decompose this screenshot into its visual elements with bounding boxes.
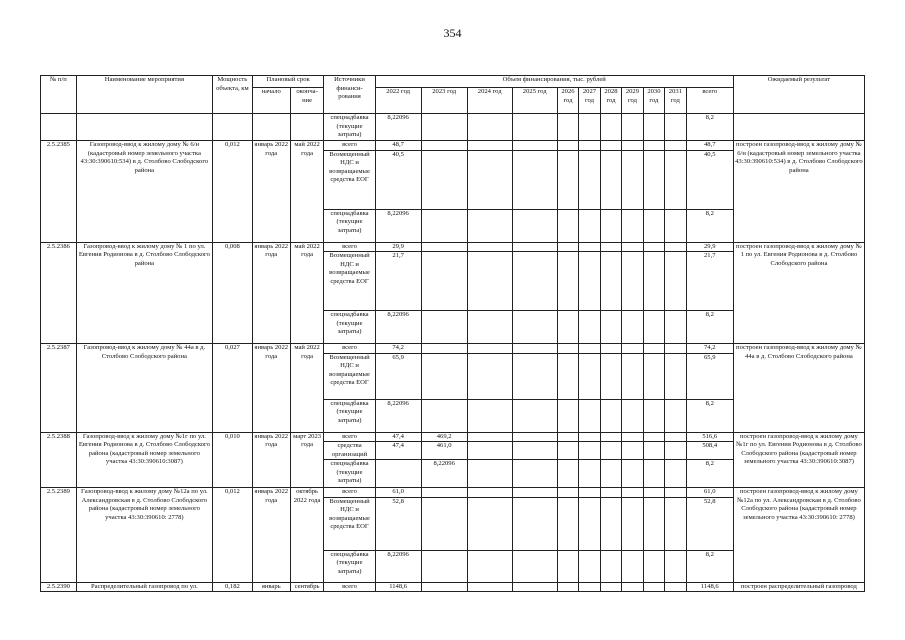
cell-y2025 [512, 353, 557, 399]
cell-y2025 [512, 344, 557, 354]
cell-y2026 [557, 399, 578, 432]
cell-y2022: 8,22096 [375, 311, 421, 344]
cell-y2029 [622, 460, 643, 488]
cell-result: построен газопровод-ввод к жилому дому № 6/н (кадастровый номер земельного участка 43:30:390610:534) в д. Столбово Слободского района [733, 141, 864, 243]
cell-y2028 [600, 150, 621, 209]
cell-y2031 [665, 432, 686, 442]
cell-name: Газопровод-ввод к жилому дому №1г по ул. Евгения Родионова в д. Столбово Слободского района (кадастровый номер земельного участка 43:30:390610:3087) [76, 432, 212, 488]
cell-y2022: 61,0 [375, 488, 421, 498]
cell-source: спецнадбавка (текущие затраты) [324, 399, 375, 432]
header-year-2028: 2028 год [600, 88, 621, 114]
cell-y2028 [600, 550, 621, 582]
cell-source: Возмещенный НДС и возвращаемые средства ЕОГ [324, 497, 375, 550]
cell-y2026 [557, 353, 578, 399]
cell-source: Возмещенный НДС и возвращаемые средства ЕОГ [324, 353, 375, 399]
cell-y2022: 8,22096 [375, 209, 421, 242]
cell-y2027 [579, 141, 600, 151]
cell-y2023 [421, 582, 467, 592]
cell-y2025 [512, 442, 557, 460]
cell-capacity: 0,012 [212, 141, 252, 243]
cell-source: Возмещенный НДС и возвращаемые средства ЕОГ [324, 252, 375, 311]
cell-y2030 [643, 242, 664, 252]
table-row [41, 432, 865, 442]
cell-total: 8,2 [686, 550, 733, 582]
cell-y2027 [579, 311, 600, 344]
cell-y2031 [665, 497, 686, 550]
cell-y2031 [665, 582, 686, 592]
header-year-2022: 2022 год [375, 88, 421, 114]
cell-y2031 [665, 141, 686, 151]
header-year-2025: 2025 год [512, 88, 557, 114]
cell-total: 516,6 [686, 432, 733, 442]
cell-y2028 [600, 442, 621, 460]
cell-y2026 [557, 114, 578, 141]
cell-y2025 [512, 242, 557, 252]
cell-y2025 [512, 550, 557, 582]
cell-y2024 [467, 550, 512, 582]
cell-y2023 [421, 488, 467, 498]
cell-total: 8,2 [686, 399, 733, 432]
cell-y2031 [665, 550, 686, 582]
cell-y2029 [622, 209, 643, 242]
cell-y2022: 40,5 [375, 150, 421, 209]
cell-y2022: 8,22096 [375, 399, 421, 432]
cell-y2029 [622, 252, 643, 311]
cell-total: 65,9 [686, 353, 733, 399]
cell-y2023 [421, 399, 467, 432]
cell-total: 21,7 [686, 252, 733, 311]
cell-y2022: 29,9 [375, 242, 421, 252]
cell-y2026 [557, 442, 578, 460]
cell-end: май 2022 года [290, 344, 324, 433]
cell-y2025 [512, 311, 557, 344]
cell-y2026 [557, 488, 578, 498]
cell-y2027 [579, 497, 600, 550]
cell-total: 29,9 [686, 242, 733, 252]
cell-y2023 [421, 114, 467, 141]
cell-num: 2.5.2388 [41, 432, 77, 488]
cell-y2024 [467, 311, 512, 344]
cell-y2027 [579, 460, 600, 488]
cell-y2025 [512, 460, 557, 488]
cell-capacity: 0,182 [212, 582, 252, 592]
cell-y2022: 8,22096 [375, 550, 421, 582]
cell-y2024 [467, 114, 512, 141]
table-row [41, 114, 865, 141]
cell-y2030 [643, 252, 664, 311]
cell-total: 74,2 [686, 344, 733, 354]
cell-y2030 [643, 460, 664, 488]
cell-y2030 [643, 311, 664, 344]
cell-y2028 [600, 242, 621, 252]
cell-start [252, 114, 290, 141]
cell-y2026 [557, 311, 578, 344]
cell-y2027 [579, 550, 600, 582]
cell-name: Газопровод-ввод к жилому дому № 6/н (кадастровый номер земельного участка 43:30:390610:534) в д. Столбово Слободского района [76, 141, 212, 243]
cell-source: всего [324, 582, 375, 592]
cell-name: Газопровод-ввод к жилому дому № 44а в д. Столбово Слободского района [76, 344, 212, 433]
cell-y2027 [579, 582, 600, 592]
cell-y2027 [579, 353, 600, 399]
cell-y2022: 1148,6 [375, 582, 421, 592]
cell-start: январь [252, 582, 290, 592]
cell-y2029 [622, 353, 643, 399]
cell-y2026 [557, 141, 578, 151]
cell-y2026 [557, 252, 578, 311]
cell-y2031 [665, 114, 686, 141]
cell-result: построен газопровод-ввод к жилому дому №12а по ул. Александровская в д. Столбово Слободского района (кадастровый номер земельного участка 43:30:390610: 2778) [733, 488, 864, 583]
cell-y2029 [622, 432, 643, 442]
cell-y2030 [643, 488, 664, 498]
cell-start: январь 2022 года [252, 344, 290, 433]
cell-y2022: 47,4 [375, 432, 421, 442]
cell-y2030 [643, 442, 664, 460]
cell-y2025 [512, 114, 557, 141]
cell-y2028 [600, 488, 621, 498]
cell-total: 8,2 [686, 460, 733, 488]
cell-y2031 [665, 311, 686, 344]
cell-source: всего [324, 488, 375, 498]
cell-y2023 [421, 311, 467, 344]
cell-y2029 [622, 150, 643, 209]
cell-y2024 [467, 252, 512, 311]
header-capacity: Мощность объекта, км [212, 76, 252, 114]
header-name: Наименование мероприятия [76, 76, 212, 114]
cell-y2030 [643, 582, 664, 592]
header-start: начало [252, 88, 290, 114]
cell-y2023 [421, 242, 467, 252]
cell-y2026 [557, 432, 578, 442]
cell-y2026 [557, 209, 578, 242]
cell-y2029 [622, 114, 643, 141]
cell-result [733, 114, 864, 141]
cell-y2030 [643, 399, 664, 432]
cell-capacity: 0,012 [212, 488, 252, 583]
cell-y2026 [557, 582, 578, 592]
cell-num: 2.5.2390 [41, 582, 77, 592]
cell-y2030 [643, 353, 664, 399]
cell-y2028 [600, 209, 621, 242]
cell-result: построен газопровод-ввод к жилому дому №1г по ул. Евгения Родионова в д. Столбово Слободского района (кадастровый номер земельного участка 43:30:390610:3087) [733, 432, 864, 488]
cell-y2031 [665, 344, 686, 354]
table-header [41, 76, 865, 114]
cell-y2026 [557, 550, 578, 582]
cell-y2024 [467, 582, 512, 592]
cell-num [41, 114, 77, 141]
cell-name: Распределительный газопровод по ул. [76, 582, 212, 592]
cell-y2031 [665, 460, 686, 488]
cell-y2025 [512, 141, 557, 151]
cell-y2030 [643, 550, 664, 582]
cell-start: январь 2022 года [252, 242, 290, 344]
cell-y2028 [600, 141, 621, 151]
cell-y2023 [421, 497, 467, 550]
cell-y2028 [600, 460, 621, 488]
cell-name [76, 114, 212, 141]
cell-y2027 [579, 114, 600, 141]
cell-y2023 [421, 353, 467, 399]
table-row [41, 582, 865, 592]
cell-y2025 [512, 209, 557, 242]
cell-source: всего [324, 432, 375, 442]
cell-start: январь 2022 года [252, 141, 290, 243]
cell-y2023 [421, 150, 467, 209]
cell-y2024 [467, 488, 512, 498]
cell-y2027 [579, 399, 600, 432]
cell-y2029 [622, 582, 643, 592]
cell-y2024 [467, 353, 512, 399]
cell-y2022: 74,2 [375, 344, 421, 354]
cell-y2031 [665, 353, 686, 399]
cell-y2027 [579, 242, 600, 252]
cell-total: 508,4 [686, 442, 733, 460]
cell-total: 8,2 [686, 209, 733, 242]
cell-y2027 [579, 252, 600, 311]
cell-y2030 [643, 150, 664, 209]
cell-total: 8,2 [686, 311, 733, 344]
cell-y2027 [579, 209, 600, 242]
cell-y2028 [600, 114, 621, 141]
cell-y2031 [665, 209, 686, 242]
cell-capacity: 0,027 [212, 344, 252, 433]
cell-y2029 [622, 399, 643, 432]
cell-result: построен газопровод-ввод к жилому дому № 44а в д. Столбово Слободского района [733, 344, 864, 433]
cell-y2028 [600, 311, 621, 344]
header-source: Источники финанси- рования [324, 76, 375, 114]
header-year-2027: 2027 год [579, 88, 600, 114]
cell-y2029 [622, 550, 643, 582]
cell-y2025 [512, 488, 557, 498]
cell-result: построен распределительный газопровод [733, 582, 864, 592]
cell-total: 61,0 [686, 488, 733, 498]
cell-y2025 [512, 252, 557, 311]
cell-y2024 [467, 141, 512, 151]
cell-y2031 [665, 242, 686, 252]
cell-source: спецнадбавка (текущие затраты) [324, 209, 375, 242]
cell-num: 2.5.2386 [41, 242, 77, 344]
cell-y2023: 469,2 [421, 432, 467, 442]
cell-y2029 [622, 488, 643, 498]
header-year-2024: 2024 год [467, 88, 512, 114]
cell-source: всего [324, 242, 375, 252]
cell-y2029 [622, 141, 643, 151]
cell-y2025 [512, 497, 557, 550]
cell-capacity: 0,010 [212, 432, 252, 488]
header-year-2029: 2029 год [622, 88, 643, 114]
cell-total: 52,8 [686, 497, 733, 550]
table-row [41, 242, 865, 252]
cell-y2026 [557, 460, 578, 488]
table-row [41, 141, 865, 151]
cell-y2024 [467, 460, 512, 488]
header-num: № п/п [41, 76, 77, 114]
cell-y2027 [579, 442, 600, 460]
cell-y2022: 48,7 [375, 141, 421, 151]
cell-y2023: 8,22096 [421, 460, 467, 488]
cell-y2031 [665, 488, 686, 498]
cell-name: Газопровод-ввод к жилому дому №12а по ул. Александровская в д. Столбово Слободского района (кадастровый номер земельного участка 43:30:390610: 2778) [76, 488, 212, 583]
cell-y2028 [600, 399, 621, 432]
cell-y2027 [579, 432, 600, 442]
cell-y2028 [600, 353, 621, 399]
cell-y2023 [421, 550, 467, 582]
header-term: Плановый срок [252, 76, 324, 88]
cell-y2024 [467, 150, 512, 209]
header-year-2031: 2031 год [665, 88, 686, 114]
cell-y2028 [600, 432, 621, 442]
cell-y2030 [643, 432, 664, 442]
cell-start: январь 2022 года [252, 488, 290, 583]
cell-y2024 [467, 497, 512, 550]
cell-y2024 [467, 344, 512, 354]
cell-y2023 [421, 252, 467, 311]
header-end: оконча- ние [290, 88, 324, 114]
cell-total: 40,5 [686, 150, 733, 209]
cell-y2028 [600, 252, 621, 311]
cell-source: всего [324, 344, 375, 354]
cell-y2026 [557, 344, 578, 354]
header-result: Ожидаемый результат [733, 76, 864, 114]
cell-total: 1148,6 [686, 582, 733, 592]
cell-y2025 [512, 399, 557, 432]
cell-y2026 [557, 150, 578, 209]
cell-source: спецнадбавка (текущие затраты) [324, 460, 375, 488]
cell-capacity [212, 114, 252, 141]
cell-y2024 [467, 442, 512, 460]
cell-y2028 [600, 497, 621, 550]
table-body [41, 114, 865, 592]
cell-y2029 [622, 242, 643, 252]
cell-end [290, 114, 324, 141]
cell-y2022 [375, 460, 421, 488]
cell-source: Возмещенный НДС и возвращаемые средства ЕОГ [324, 150, 375, 209]
cell-y2030 [643, 141, 664, 151]
cell-y2027 [579, 344, 600, 354]
cell-y2028 [600, 582, 621, 592]
cell-y2022: 65,9 [375, 353, 421, 399]
cell-y2030 [643, 344, 664, 354]
header-year-2030: 2030 год [643, 88, 664, 114]
cell-end: май 2022 года [290, 242, 324, 344]
cell-y2029 [622, 344, 643, 354]
cell-y2031 [665, 150, 686, 209]
cell-result: построен газопровод-ввод к жилому дому № 1 по ул. Евгения Родионова в д. Столбово Слободского района [733, 242, 864, 344]
cell-source: спецнадбавка (текущие затраты) [324, 311, 375, 344]
cell-y2023 [421, 344, 467, 354]
cell-source: спецнадбавка (текущие затраты) [324, 114, 375, 141]
table-row [41, 344, 865, 354]
cell-end: октябрь 2022 года [290, 488, 324, 583]
cell-y2022: 8,22096 [375, 114, 421, 141]
cell-start: январь 2022 года [252, 432, 290, 488]
cell-y2026 [557, 242, 578, 252]
cell-end: май 2022 года [290, 141, 324, 243]
cell-y2027 [579, 488, 600, 498]
cell-y2023: 461,0 [421, 442, 467, 460]
cell-y2025 [512, 150, 557, 209]
cell-y2022: 47,4 [375, 442, 421, 460]
cell-y2029 [622, 442, 643, 460]
header-volume: Объем финансирования, тыс. рублей [375, 76, 733, 88]
cell-y2024 [467, 399, 512, 432]
cell-source: всего [324, 141, 375, 151]
header-year-2023: 2023 год [421, 88, 467, 114]
financing-table [40, 75, 865, 592]
page-number: 354 [443, 26, 462, 40]
cell-source: средства организаций [324, 442, 375, 460]
cell-y2024 [467, 209, 512, 242]
table-row [41, 488, 865, 498]
cell-num: 2.5.2389 [41, 488, 77, 583]
header-total: всего [686, 88, 733, 114]
cell-total: 8,2 [686, 114, 733, 141]
cell-total: 48,7 [686, 141, 733, 151]
cell-capacity: 0,008 [212, 242, 252, 344]
cell-y2023 [421, 209, 467, 242]
cell-y2027 [579, 150, 600, 209]
cell-y2030 [643, 114, 664, 141]
cell-y2026 [557, 497, 578, 550]
cell-y2024 [467, 432, 512, 442]
cell-y2025 [512, 582, 557, 592]
cell-y2025 [512, 432, 557, 442]
cell-y2022: 21,7 [375, 252, 421, 311]
cell-y2031 [665, 252, 686, 311]
cell-y2031 [665, 399, 686, 432]
cell-y2028 [600, 344, 621, 354]
cell-end: март 2023 года [290, 432, 324, 488]
header-year-2026: 2026 год [557, 88, 578, 114]
cell-y2030 [643, 209, 664, 242]
cell-source: спецнадбавка (текущие затраты) [324, 550, 375, 582]
cell-y2024 [467, 242, 512, 252]
cell-y2029 [622, 311, 643, 344]
cell-y2022: 52,8 [375, 497, 421, 550]
cell-num: 2.5.2385 [41, 141, 77, 243]
cell-num: 2.5.2387 [41, 344, 77, 433]
cell-y2023 [421, 141, 467, 151]
cell-y2031 [665, 442, 686, 460]
cell-y2030 [643, 497, 664, 550]
cell-end: сентябрь [290, 582, 324, 592]
cell-y2029 [622, 497, 643, 550]
cell-name: Газопровод-ввод к жилому дому № 1 по ул. Евгения Родионова в д. Столбово Слободского района [76, 242, 212, 344]
